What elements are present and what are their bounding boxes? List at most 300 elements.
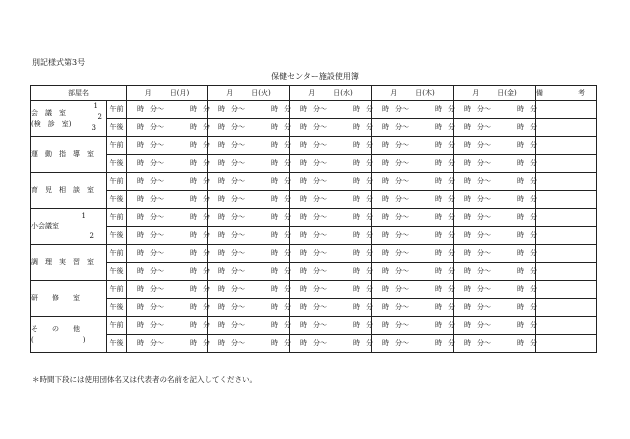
table-row [31, 173, 597, 191]
time-unit-min2: 分 [448, 177, 455, 185]
time-unit-hour1: 時 [218, 321, 225, 329]
note-cell[interactable] [536, 191, 597, 209]
time-unit-hour2: 時 [190, 249, 197, 257]
time-slot-cell[interactable] [454, 173, 536, 191]
footnote: ＊時間下段には使用団体名又は代表者の名前を記入してください。 [32, 375, 257, 384]
time-unit-hour2: 時 [517, 105, 524, 113]
time-slot-cell[interactable] [290, 101, 372, 119]
time-unit-hour2: 時 [353, 213, 360, 221]
time-unit-min1: 分〜 [313, 195, 327, 203]
time-slot-cell[interactable] [127, 119, 208, 137]
time-slot-cell[interactable] [372, 245, 454, 263]
time-unit-hour1: 時 [137, 195, 144, 203]
time-unit-min1: 分〜 [231, 123, 245, 131]
time-unit-hour2: 時 [435, 321, 442, 329]
time-unit-min2: 分 [284, 213, 291, 221]
time-unit-hour2: 時 [353, 339, 360, 347]
time-unit-min2: 分 [284, 285, 291, 293]
time-unit-min1: 分〜 [395, 123, 409, 131]
time-slot-cell[interactable] [454, 263, 536, 281]
time-unit-hour1: 時 [382, 231, 389, 239]
time-unit-min1: 分〜 [395, 231, 409, 239]
time-slot-cell[interactable] [290, 155, 372, 173]
time-slot-cell[interactable] [290, 299, 372, 317]
time-slot-cell[interactable] [454, 119, 536, 137]
time-unit-hour2: 時 [353, 267, 360, 275]
time-unit-min1: 分〜 [477, 195, 491, 203]
time-unit-hour2: 時 [517, 303, 524, 311]
time-unit-hour2: 時 [190, 231, 197, 239]
time-slot-cell[interactable] [290, 263, 372, 281]
time-unit-min1: 分〜 [150, 123, 164, 131]
time-unit-min1: 分〜 [477, 159, 491, 167]
time-unit-min1: 分〜 [313, 321, 327, 329]
time-unit-hour2: 時 [271, 105, 278, 113]
period-pm: 午後 [107, 119, 127, 137]
time-slot-cell[interactable] [454, 335, 536, 353]
time-unit-hour1: 時 [218, 159, 225, 167]
time-unit-hour2: 時 [271, 285, 278, 293]
room-name-cell [31, 281, 107, 317]
time-unit-min2: 分 [284, 267, 291, 275]
note-cell[interactable] [536, 245, 597, 263]
time-unit-min2: 分 [284, 303, 291, 311]
day-header [372, 86, 454, 101]
time-unit-hour1: 時 [382, 105, 389, 113]
note-cell[interactable] [536, 101, 597, 119]
time-unit-hour1: 時 [300, 321, 307, 329]
time-slot-cell[interactable] [127, 317, 208, 335]
time-slot-cell[interactable] [208, 191, 290, 209]
time-unit-hour2: 時 [271, 321, 278, 329]
time-unit-min2: 分 [203, 105, 210, 113]
time-unit-hour2: 時 [435, 285, 442, 293]
time-unit-hour2: 時 [353, 105, 360, 113]
time-unit-min2: 分 [530, 213, 537, 221]
time-slot-cell[interactable] [290, 191, 372, 209]
time-unit-min2: 分 [448, 159, 455, 167]
time-unit-hour2: 時 [271, 303, 278, 311]
time-unit-min1: 分〜 [231, 321, 245, 329]
time-unit-min2: 分 [448, 285, 455, 293]
time-slot-cell[interactable] [372, 281, 454, 299]
time-slot-cell[interactable] [372, 317, 454, 335]
time-slot-cell[interactable] [208, 137, 290, 155]
time-slot-cell[interactable] [127, 137, 208, 155]
time-slot-cell[interactable] [208, 299, 290, 317]
time-slot-cell[interactable] [127, 245, 208, 263]
time-unit-hour1: 時 [218, 231, 225, 239]
time-unit-hour2: 時 [353, 303, 360, 311]
time-slot-cell[interactable] [454, 209, 536, 227]
table-row [31, 155, 597, 173]
time-unit-hour1: 時 [137, 141, 144, 149]
time-unit-min2: 分 [366, 303, 373, 311]
time-unit-min1: 分〜 [231, 141, 245, 149]
note-cell[interactable] [536, 317, 597, 335]
note-cell[interactable] [536, 281, 597, 299]
time-unit-hour2: 時 [271, 249, 278, 257]
time-unit-min2: 分 [366, 339, 373, 347]
time-unit-min2: 分 [366, 105, 373, 113]
time-unit-hour2: 時 [190, 141, 197, 149]
time-unit-min2: 分 [203, 321, 210, 329]
time-unit-hour2: 時 [271, 339, 278, 347]
table-row [31, 101, 597, 119]
time-unit-min2: 分 [366, 141, 373, 149]
time-unit-hour1: 時 [464, 339, 471, 347]
time-slot-cell[interactable] [127, 191, 208, 209]
day-header [454, 86, 536, 101]
room-name-cell [31, 209, 107, 245]
time-unit-min2: 分 [448, 123, 455, 131]
time-unit-min2: 分 [203, 249, 210, 257]
note-cell[interactable] [536, 155, 597, 173]
room-number: 3 [91, 123, 96, 132]
day-date: 日(月) [169, 88, 190, 97]
time-unit-min1: 分〜 [150, 213, 164, 221]
time-slot-cell[interactable] [290, 317, 372, 335]
time-unit-hour1: 時 [382, 303, 389, 311]
time-unit-min2: 分 [530, 267, 537, 275]
room-number: 2 [97, 112, 102, 121]
note-cell[interactable] [536, 227, 597, 245]
day-date: 日(火) [251, 88, 271, 97]
time-slot-cell[interactable] [454, 227, 536, 245]
time-unit-hour1: 時 [137, 213, 144, 221]
time-unit-hour2: 時 [190, 267, 197, 275]
time-unit-hour2: 時 [271, 141, 278, 149]
time-unit-hour2: 時 [517, 141, 524, 149]
page-title: 保健センター施設使用簿 [271, 72, 359, 81]
time-unit-hour1: 時 [137, 321, 144, 329]
period-pm: 午後 [107, 191, 127, 209]
time-unit-hour2: 時 [435, 105, 442, 113]
time-unit-hour1: 時 [218, 105, 225, 113]
time-unit-min1: 分〜 [395, 339, 409, 347]
time-unit-hour1: 時 [464, 177, 471, 185]
time-unit-min2: 分 [530, 195, 537, 203]
time-unit-hour2: 時 [517, 339, 524, 347]
room-name: 会 議 室 [31, 108, 66, 117]
time-unit-min1: 分〜 [231, 231, 245, 239]
note-cell[interactable] [536, 209, 597, 227]
time-unit-hour1: 時 [382, 195, 389, 203]
time-unit-min1: 分〜 [313, 231, 327, 239]
time-unit-min1: 分〜 [231, 303, 245, 311]
room-name-sub: ( ) [31, 335, 86, 344]
time-slot-cell[interactable] [454, 191, 536, 209]
time-unit-min1: 分〜 [313, 159, 327, 167]
time-slot-cell[interactable] [372, 119, 454, 137]
time-slot-cell[interactable] [290, 335, 372, 353]
time-unit-min1: 分〜 [477, 267, 491, 275]
form-number: 別記様式第3号 [32, 58, 86, 67]
time-unit-min2: 分 [284, 177, 291, 185]
time-unit-hour1: 時 [300, 141, 307, 149]
time-unit-hour2: 時 [517, 321, 524, 329]
time-unit-min2: 分 [203, 303, 210, 311]
time-unit-min2: 分 [366, 159, 373, 167]
time-slot-cell[interactable] [208, 155, 290, 173]
time-unit-min1: 分〜 [150, 177, 164, 185]
time-slot-cell[interactable] [127, 281, 208, 299]
time-unit-min2: 分 [448, 249, 455, 257]
note-cell[interactable] [536, 137, 597, 155]
time-slot-cell[interactable] [372, 335, 454, 353]
time-unit-min2: 分 [530, 231, 537, 239]
period-am: 午前 [107, 173, 127, 191]
note-cell[interactable] [536, 173, 597, 191]
time-slot-cell[interactable] [127, 173, 208, 191]
time-slot-cell[interactable] [208, 335, 290, 353]
time-unit-hour2: 時 [353, 159, 360, 167]
time-unit-min2: 分 [530, 177, 537, 185]
time-unit-hour1: 時 [300, 123, 307, 131]
note-cell[interactable] [536, 119, 597, 137]
time-unit-hour1: 時 [137, 339, 144, 347]
time-unit-hour1: 時 [464, 303, 471, 311]
time-unit-hour2: 時 [517, 267, 524, 275]
time-unit-hour2: 時 [271, 231, 278, 239]
time-unit-hour1: 時 [464, 195, 471, 203]
time-unit-min2: 分 [284, 123, 291, 131]
table-row [31, 209, 597, 227]
room-name-cell [31, 245, 107, 281]
time-unit-hour1: 時 [382, 249, 389, 257]
time-slot-cell[interactable] [208, 209, 290, 227]
room-name: 運 動 指 導 室 [31, 149, 94, 158]
time-unit-min1: 分〜 [150, 249, 164, 257]
time-unit-hour1: 時 [382, 321, 389, 329]
time-unit-min1: 分〜 [313, 339, 327, 347]
time-slot-cell[interactable] [127, 101, 208, 119]
time-slot-cell[interactable] [208, 173, 290, 191]
time-slot-cell[interactable] [454, 137, 536, 155]
time-slot-cell[interactable] [208, 317, 290, 335]
time-unit-hour1: 時 [382, 285, 389, 293]
time-slot-cell[interactable] [372, 209, 454, 227]
time-unit-hour2: 時 [435, 123, 442, 131]
time-unit-min2: 分 [284, 105, 291, 113]
header-row [31, 86, 597, 101]
time-slot-cell[interactable] [372, 191, 454, 209]
time-unit-hour2: 時 [353, 321, 360, 329]
time-unit-min2: 分 [448, 231, 455, 239]
time-unit-hour2: 時 [190, 321, 197, 329]
time-slot-cell[interactable] [454, 245, 536, 263]
day-header [290, 86, 372, 101]
time-unit-hour1: 時 [382, 123, 389, 131]
time-unit-hour2: 時 [190, 213, 197, 221]
time-slot-cell[interactable] [454, 101, 536, 119]
time-unit-hour1: 時 [464, 123, 471, 131]
time-unit-hour2: 時 [190, 105, 197, 113]
time-unit-min1: 分〜 [150, 285, 164, 293]
time-unit-hour2: 時 [517, 195, 524, 203]
time-slot-cell[interactable] [208, 227, 290, 245]
time-slot-cell[interactable] [290, 209, 372, 227]
time-unit-hour2: 時 [517, 177, 524, 185]
time-unit-hour1: 時 [382, 141, 389, 149]
day-month: 月 [308, 88, 316, 97]
note-cell[interactable] [536, 263, 597, 281]
time-unit-hour1: 時 [464, 285, 471, 293]
time-unit-hour2: 時 [271, 213, 278, 221]
time-slot-cell[interactable] [290, 137, 372, 155]
time-unit-hour1: 時 [137, 231, 144, 239]
time-slot-cell[interactable] [127, 263, 208, 281]
time-unit-hour1: 時 [464, 105, 471, 113]
time-unit-min2: 分 [203, 339, 210, 347]
time-unit-hour1: 時 [218, 177, 225, 185]
time-unit-hour1: 時 [218, 141, 225, 149]
time-unit-min2: 分 [203, 267, 210, 275]
time-unit-min2: 分 [366, 249, 373, 257]
time-unit-hour1: 時 [137, 249, 144, 257]
time-unit-min2: 分 [448, 213, 455, 221]
time-unit-min1: 分〜 [231, 213, 245, 221]
usage-table [30, 85, 597, 353]
time-unit-hour1: 時 [300, 213, 307, 221]
time-unit-min1: 分〜 [231, 285, 245, 293]
time-unit-min1: 分〜 [313, 303, 327, 311]
time-unit-hour1: 時 [300, 285, 307, 293]
table-row [31, 263, 597, 281]
time-unit-hour1: 時 [464, 321, 471, 329]
time-slot-cell[interactable] [127, 209, 208, 227]
time-unit-hour1: 時 [137, 105, 144, 113]
time-unit-hour1: 時 [300, 159, 307, 167]
time-slot-cell[interactable] [127, 155, 208, 173]
period-pm: 午後 [107, 335, 127, 353]
time-unit-hour2: 時 [190, 159, 197, 167]
time-unit-min2: 分 [530, 159, 537, 167]
time-slot-cell[interactable] [372, 227, 454, 245]
time-unit-min2: 分 [448, 321, 455, 329]
time-unit-hour1: 時 [218, 303, 225, 311]
room-name-cell [31, 317, 107, 353]
time-slot-cell[interactable] [127, 335, 208, 353]
time-unit-hour2: 時 [435, 339, 442, 347]
time-unit-min2: 分 [203, 177, 210, 185]
time-unit-min2: 分 [203, 195, 210, 203]
time-unit-hour2: 時 [435, 195, 442, 203]
time-unit-min2: 分 [530, 141, 537, 149]
time-unit-min1: 分〜 [477, 141, 491, 149]
time-unit-min1: 分〜 [477, 177, 491, 185]
time-slot-cell[interactable] [290, 173, 372, 191]
time-slot-cell[interactable] [372, 101, 454, 119]
period-pm: 午後 [107, 227, 127, 245]
time-slot-cell[interactable] [208, 119, 290, 137]
time-unit-hour2: 時 [517, 213, 524, 221]
time-slot-cell[interactable] [454, 155, 536, 173]
time-unit-hour2: 時 [190, 123, 197, 131]
note-cell[interactable] [536, 335, 597, 353]
time-unit-hour1: 時 [218, 213, 225, 221]
time-unit-hour1: 時 [382, 159, 389, 167]
time-unit-hour1: 時 [218, 123, 225, 131]
day-date: 日(金) [497, 88, 517, 97]
time-slot-cell[interactable] [208, 245, 290, 263]
time-unit-min2: 分 [284, 339, 291, 347]
time-slot-cell[interactable] [454, 299, 536, 317]
table-row [31, 245, 597, 263]
time-slot-cell[interactable] [208, 263, 290, 281]
time-unit-hour2: 時 [435, 213, 442, 221]
time-unit-hour2: 時 [353, 123, 360, 131]
time-slot-cell[interactable] [372, 173, 454, 191]
time-slot-cell[interactable] [290, 281, 372, 299]
time-unit-min2: 分 [284, 321, 291, 329]
time-slot-cell[interactable] [127, 299, 208, 317]
time-unit-hour2: 時 [435, 303, 442, 311]
day-month: 月 [472, 88, 480, 97]
time-unit-min2: 分 [366, 267, 373, 275]
time-unit-hour2: 時 [435, 267, 442, 275]
time-unit-hour2: 時 [435, 231, 442, 239]
time-slot-cell[interactable] [454, 281, 536, 299]
time-slot-cell[interactable] [372, 137, 454, 155]
time-unit-min1: 分〜 [395, 195, 409, 203]
time-unit-min1: 分〜 [395, 249, 409, 257]
period-am: 午前 [107, 137, 127, 155]
room-name-cell [31, 101, 107, 137]
time-unit-hour2: 時 [517, 249, 524, 257]
time-slot-cell[interactable] [372, 155, 454, 173]
time-unit-min2: 分 [366, 177, 373, 185]
time-unit-hour2: 時 [353, 177, 360, 185]
period-pm: 午後 [107, 263, 127, 281]
time-unit-min1: 分〜 [313, 177, 327, 185]
time-unit-min1: 分〜 [477, 285, 491, 293]
time-unit-min1: 分〜 [477, 213, 491, 221]
time-unit-min1: 分〜 [150, 303, 164, 311]
time-unit-hour1: 時 [218, 285, 225, 293]
time-unit-min2: 分 [203, 141, 210, 149]
time-unit-min2: 分 [203, 231, 210, 239]
time-unit-hour2: 時 [435, 177, 442, 185]
time-slot-cell[interactable] [372, 263, 454, 281]
room-name: 小会議室 [31, 221, 59, 230]
time-unit-min2: 分 [284, 231, 291, 239]
time-slot-cell[interactable] [208, 101, 290, 119]
time-unit-min2: 分 [530, 339, 537, 347]
time-unit-min2: 分 [284, 249, 291, 257]
time-unit-min2: 分 [448, 195, 455, 203]
time-unit-min1: 分〜 [231, 267, 245, 275]
table-row [31, 335, 597, 353]
time-unit-hour1: 時 [300, 267, 307, 275]
time-slot-cell[interactable] [290, 119, 372, 137]
time-unit-min1: 分〜 [395, 303, 409, 311]
time-slot-cell[interactable] [208, 281, 290, 299]
time-unit-min1: 分〜 [477, 123, 491, 131]
time-slot-cell[interactable] [127, 227, 208, 245]
period-pm: 午後 [107, 299, 127, 317]
time-unit-hour1: 時 [300, 339, 307, 347]
time-unit-hour1: 時 [137, 267, 144, 275]
time-unit-min1: 分〜 [395, 141, 409, 149]
time-slot-cell[interactable] [290, 245, 372, 263]
time-slot-cell[interactable] [290, 227, 372, 245]
time-unit-min1: 分〜 [231, 177, 245, 185]
time-slot-cell[interactable] [454, 317, 536, 335]
time-slot-cell[interactable] [372, 299, 454, 317]
time-unit-min2: 分 [530, 303, 537, 311]
note-cell[interactable] [536, 299, 597, 317]
